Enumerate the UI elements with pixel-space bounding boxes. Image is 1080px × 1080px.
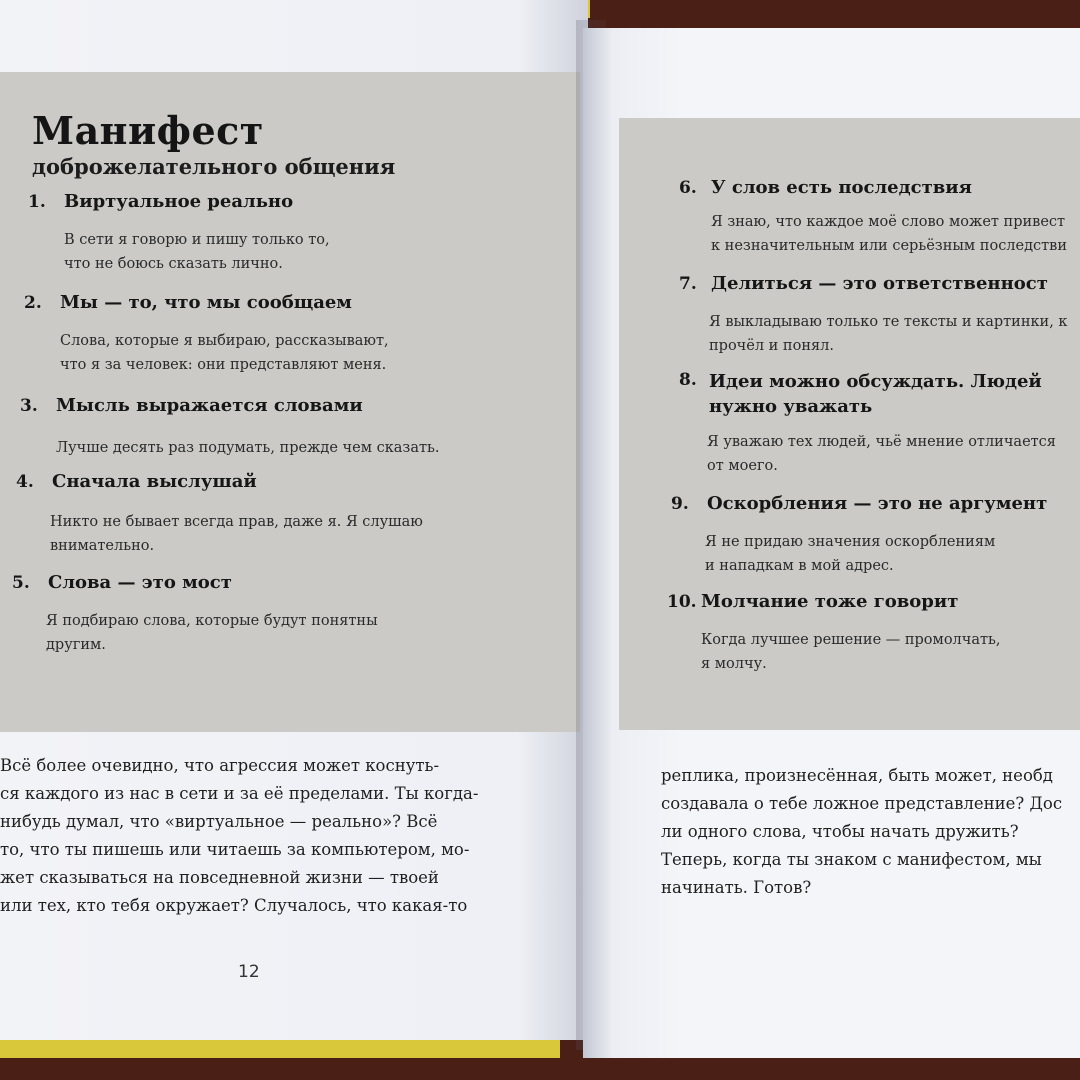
item-body: Я уважаю тех людей, чьё мнение отличается от моего.	[707, 434, 1056, 474]
item-body: Когда лучшее решение — промолчать, я молчу.	[701, 632, 1001, 672]
book-cover-edge-bottom	[0, 1040, 560, 1058]
item-number: 9.	[671, 494, 689, 514]
right-page	[583, 28, 1080, 1058]
item-body: Я не придаю значения оскорблениям и нападкам в мой адрес.	[705, 534, 996, 574]
item-number: 1.	[28, 192, 46, 212]
manifesto-subtitle: доброжелательного общения	[32, 154, 396, 179]
item-number: 10.	[667, 592, 697, 612]
item-heading: Мы — то, что мы сообщаем	[60, 292, 352, 313]
item-body: Лучше десять раз подумать, прежде чем сказать.	[56, 440, 440, 456]
item-body: Никто не бывает всегда прав, даже я. Я слушаю внимательно.	[50, 514, 423, 554]
item-number: 3.	[20, 396, 38, 416]
item-number: 2.	[24, 293, 42, 313]
body-text-left: Всё более очевидно, что агрессия может коснуть- ся каждого из нас в сети и за её пределами. Ты когда- нибудь думал, что «виртуальное — реально»? Всё то, что ты пишешь или читаешь за компьютером, мо- жет сказываться на повседневной жизни — твоей или тех, кто тебя окружает? Случалось, что какая-то	[0, 756, 479, 915]
item-heading: У слов есть последствия	[711, 177, 972, 198]
item-body: В сети я говорю и пишу только то, что не боюсь сказать лично.	[64, 232, 330, 272]
item-heading: Слова — это мост	[48, 572, 232, 593]
item-number: 5.	[12, 573, 30, 593]
item-number: 6.	[679, 178, 697, 198]
item-heading: Оскорбления — это не аргумент	[707, 493, 1048, 514]
manifesto-title: Манифест	[32, 108, 264, 153]
item-heading: Виртуальное реально	[64, 191, 294, 212]
item-body: Я подбираю слова, которые будут понятны другим.	[46, 613, 378, 653]
item-body: Слова, которые я выбираю, рассказывают, что я за человек: они представляют меня.	[60, 333, 389, 373]
item-number: 7.	[679, 274, 697, 294]
body-text-right: реплика, произнесённая, быть может, необд создавала о тебе ложное представление? Дос ли одного слова, чтобы начать дружить? Теперь, когда ты знаком с манифестом, мы начинать. Готов?	[661, 766, 1063, 897]
item-number: 4.	[16, 472, 34, 492]
item-body: Я знаю, что каждое моё слово может привест к незначительным или серьёзным последстви	[711, 214, 1068, 254]
item-heading: Молчание тоже говорит	[701, 591, 959, 612]
item-heading: Мысль выражается словами	[56, 395, 363, 416]
item-heading: Сначала выслушай	[52, 471, 257, 492]
item-body: Я выкладываю только те тексты и картинки, к прочёл и понял.	[709, 314, 1068, 354]
page-number: 12	[238, 962, 260, 982]
item-number: 8.	[679, 370, 697, 390]
item-heading: Идеи можно обсуждать. Людей нужно уважать	[709, 371, 1042, 417]
item-heading: Делиться — это ответственност	[711, 273, 1048, 294]
